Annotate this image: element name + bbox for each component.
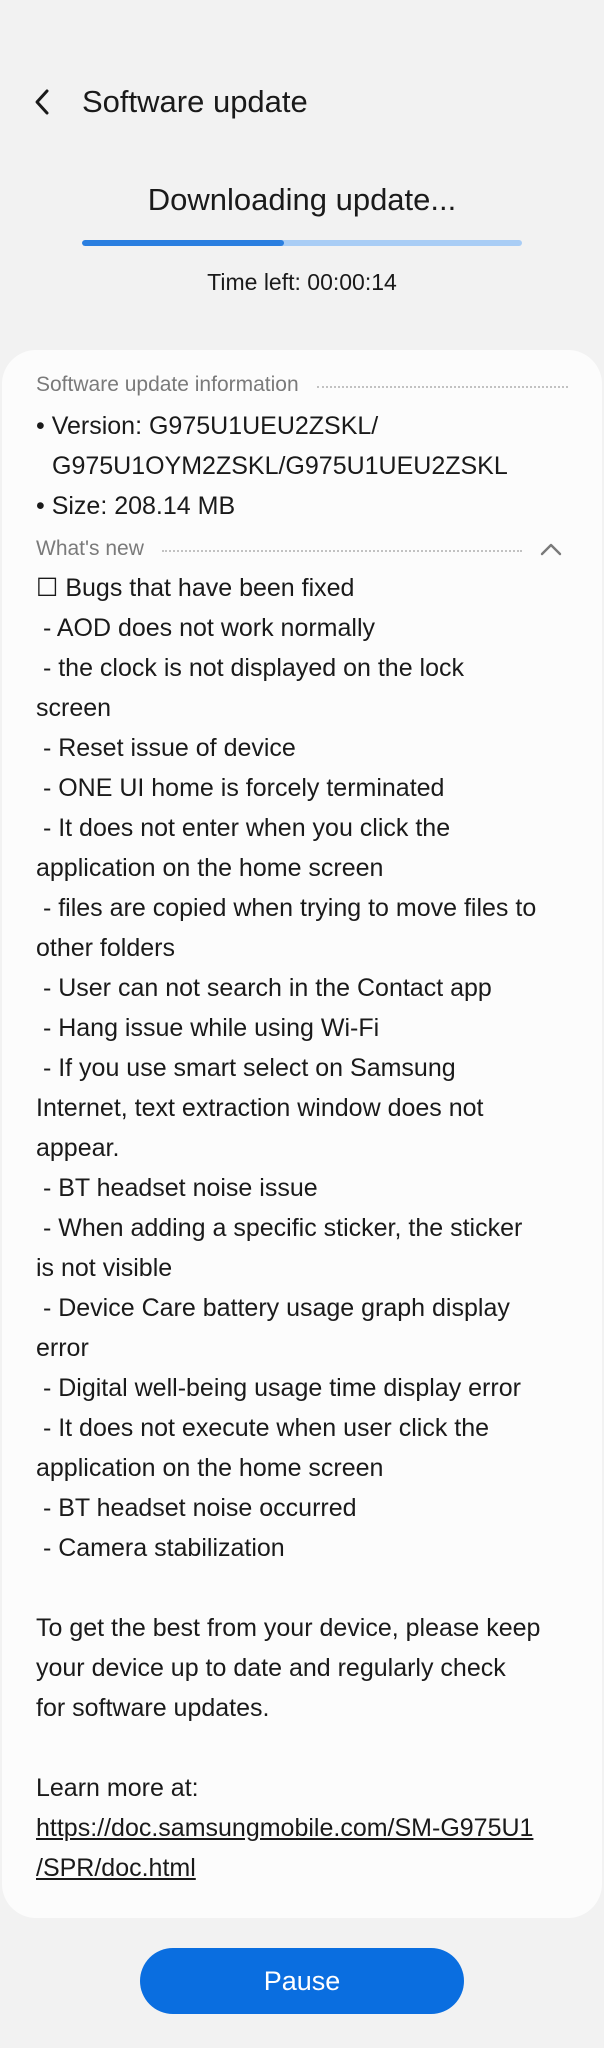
- collapse-button[interactable]: [534, 532, 568, 566]
- release-note-line: - BT headset noise occurred: [36, 1494, 357, 1522]
- version-line: • Version: G975U1UEU2ZSKL/: [36, 412, 379, 440]
- release-note-line: - ONE UI home is forcely terminated: [36, 774, 445, 802]
- chevron-up-icon: [540, 542, 562, 556]
- release-note-line: - Digital well-being usage time display error: [36, 1374, 521, 1402]
- release-note-line: - When adding a specific sticker, the sticker: [36, 1214, 523, 1242]
- advice-text: [36, 1608, 576, 1728]
- release-note-line: - files are copied when trying to move files to: [36, 894, 537, 922]
- page-title: Software update: [82, 84, 308, 119]
- whats-new-heading: What's new: [36, 537, 144, 560]
- fix-list: [36, 568, 576, 1568]
- release-note-line: appear.: [36, 1134, 120, 1162]
- info-section-heading: Software update information: [36, 373, 299, 396]
- release-note-line: - Camera stabilization: [36, 1534, 285, 1562]
- release-note-line: - the clock is not displayed on the lock: [36, 654, 465, 682]
- release-note-line: - Device Care battery usage graph display: [36, 1294, 510, 1322]
- release-note-line: - Reset issue of device: [36, 734, 296, 762]
- release-note-line: application on the home screen: [36, 854, 384, 882]
- advice-line: your device up to date and regularly check: [36, 1654, 506, 1682]
- update-info-card: [2, 350, 602, 1918]
- release-note-line: - It does not enter when you click the: [36, 814, 451, 842]
- app-header: [0, 0, 604, 200]
- release-note-line: - Hang issue while using Wi-Fi: [36, 1014, 380, 1042]
- release-note-line: other folders: [36, 934, 175, 962]
- advice-line: To get the best from your device, please keep: [36, 1614, 541, 1642]
- back-button[interactable]: [22, 82, 62, 122]
- release-note-line: error: [36, 1334, 89, 1362]
- section-divider: [162, 550, 522, 552]
- release-note-line: - It does not execute when user click the: [36, 1414, 490, 1442]
- release-note-line: - AOD does not work normally: [36, 614, 376, 642]
- doc-link[interactable]: https://doc.samsungmobile.com/SM-G975U1: [36, 1814, 534, 1842]
- release-note-line: Internet, text extraction window does not: [36, 1094, 484, 1122]
- time-left: Time left: 00:00:14: [207, 269, 397, 295]
- pause-button[interactable]: Pause: [140, 1948, 464, 2014]
- section-divider: [317, 386, 568, 388]
- download-status: Downloading update...: [147, 182, 457, 217]
- spacer: [36, 1728, 576, 1768]
- download-progress-fill: [82, 240, 284, 246]
- download-progress-bar: [82, 240, 522, 246]
- release-note-line: - User can not search in the Contact app: [36, 974, 492, 1002]
- chevron-left-icon: [32, 88, 52, 116]
- spacer: [36, 1568, 576, 1608]
- release-note-line: ☐ Bugs that have been fixed: [36, 574, 355, 602]
- advice-line: for software updates.: [36, 1694, 270, 1722]
- doc-link-continuation[interactable]: /SPR/doc.html: [36, 1854, 196, 1882]
- version-continuation: G975U1OYM2ZSKL/G975U1UEU2ZSKL: [52, 452, 508, 480]
- info-section-header: [36, 368, 568, 402]
- learn-more-label: Learn more at:: [36, 1774, 199, 1802]
- release-note-line: screen: [36, 694, 112, 722]
- release-note-line: - If you use smart select on Samsung: [36, 1054, 456, 1082]
- whats-new-header[interactable]: [36, 532, 568, 566]
- size-line: • Size: 208.14 MB: [36, 492, 236, 520]
- release-note-line: is not visible: [36, 1254, 173, 1282]
- release-notes: [36, 568, 576, 1888]
- release-note-line: - BT headset noise issue: [36, 1174, 318, 1202]
- release-note-line: application on the home screen: [36, 1454, 384, 1482]
- update-details: [36, 406, 576, 526]
